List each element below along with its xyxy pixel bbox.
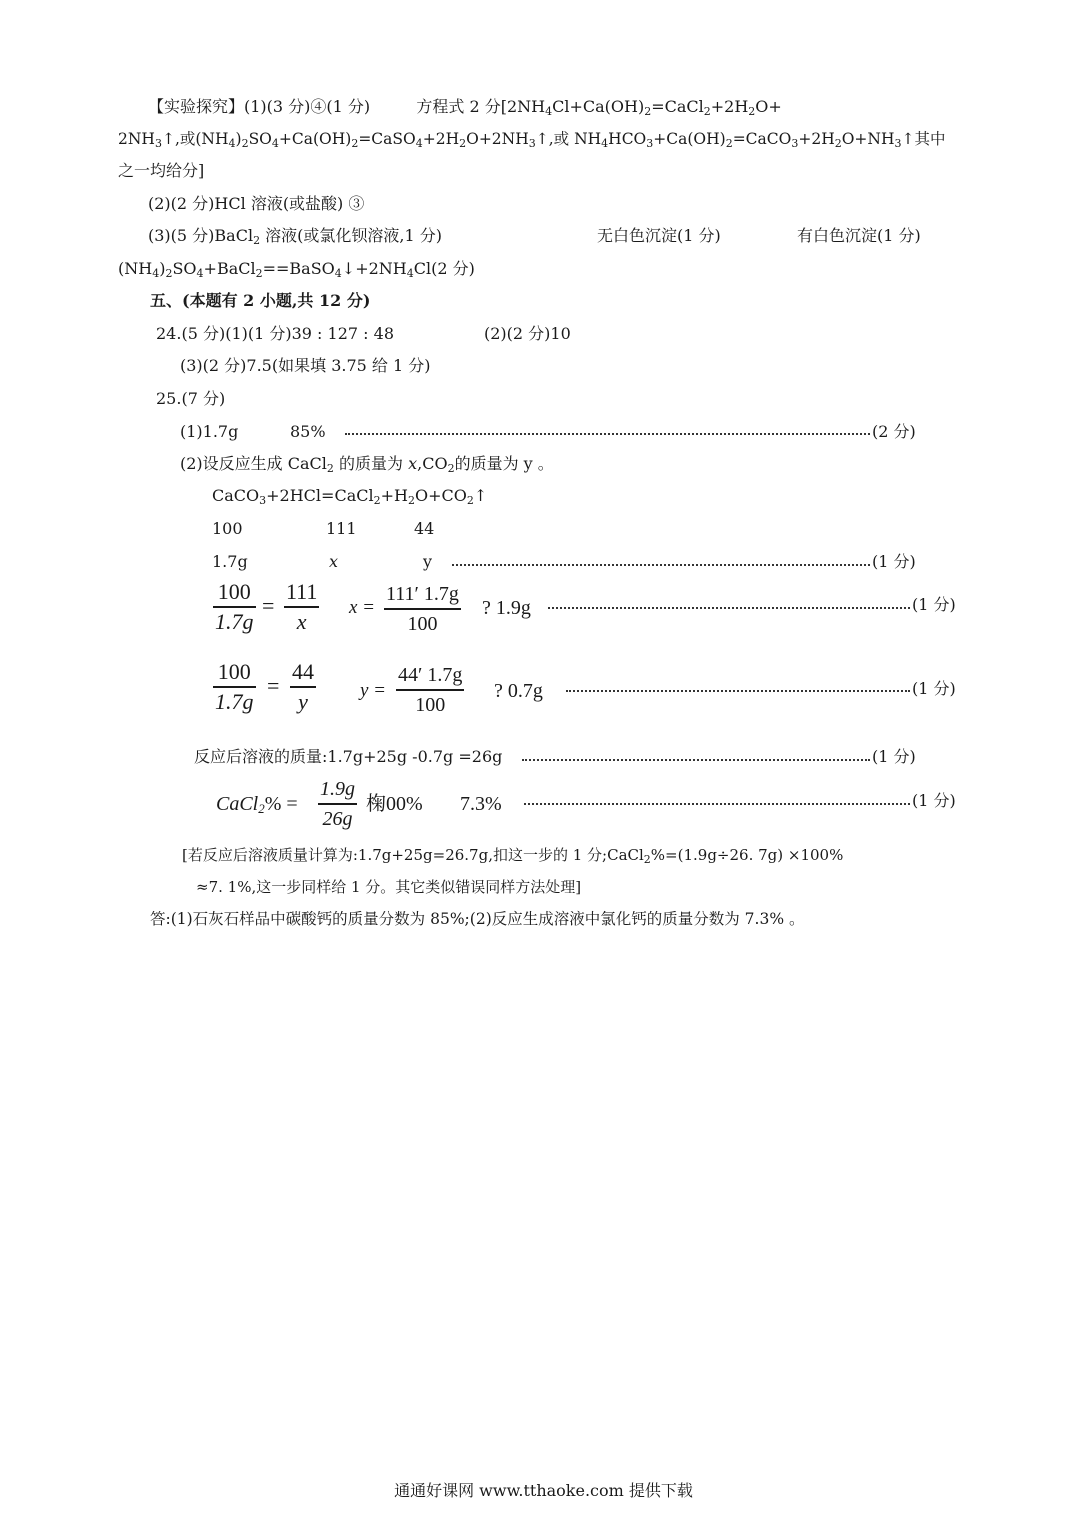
sub: 2 [373, 494, 381, 507]
row-mass: 1.7g [212, 552, 248, 571]
score-label: (1 分) [872, 552, 916, 571]
row-x: x [329, 552, 339, 571]
fraction [396, 661, 464, 719]
text: =CaCO [732, 130, 792, 148]
experiment-line-3: 之一均给分] [118, 161, 205, 180]
result: 7.3% [460, 793, 502, 815]
equals-sign: = [267, 673, 280, 698]
text: SO [172, 259, 197, 278]
text: [若反应后溶液质量计算为:1.7g+25g=26.7g,扣这一步的 1 分;CaCl [182, 846, 644, 864]
text: x [408, 454, 418, 473]
experiment-line-1 [148, 96, 782, 118]
numerator: 44 [290, 658, 316, 688]
dot-leader [524, 793, 910, 805]
result: ? 0.7g [494, 680, 543, 702]
sub: 2 [326, 462, 334, 475]
sub: 4 [545, 105, 553, 118]
text: ,CO [417, 454, 448, 473]
sub: 2 [834, 137, 842, 150]
sub: 4 [152, 267, 160, 280]
sub: 2 [643, 853, 651, 866]
row-y: y [423, 552, 433, 571]
equals-sign: = [262, 593, 275, 618]
sub: 4 [406, 267, 414, 280]
text: (2)设反应生成 CaCl [180, 454, 327, 473]
text: O+CO [414, 486, 467, 505]
fraction [284, 578, 319, 636]
q24-part2: (2)(2 分)10 [484, 324, 571, 343]
text: %=(1.9g÷26. 7g) ×100% [650, 846, 844, 864]
molar-mass-44: 44 [414, 519, 435, 538]
cacl2-percent [216, 790, 298, 818]
text: ) [159, 259, 166, 278]
denominator: 100 [415, 694, 446, 716]
experiment-line-5-c: 无白色沉淀(1 分) [597, 226, 721, 245]
denominator: 26g [322, 808, 353, 830]
text: +Ca(OH) [653, 130, 726, 148]
numerator: 100 [213, 578, 256, 608]
note-line-2: ≈7. 1%,这一步同样给 1 分。其它类似错误同样方法处理] [196, 878, 582, 896]
sub: 2 [725, 137, 733, 150]
experiment-line-5 [148, 225, 442, 247]
text: ↑其中 [901, 130, 946, 148]
sub: 3 [528, 137, 536, 150]
score-label: (1 分) [912, 679, 956, 698]
fraction [290, 658, 316, 716]
q25-1-percent: 85% [290, 422, 326, 441]
experiment-line-5-d: 有白色沉淀(1 分) [797, 226, 921, 245]
text: +2H [710, 97, 749, 116]
sub: 2 [703, 105, 711, 118]
text: 的质量为 [339, 454, 404, 473]
text: % = [264, 793, 298, 815]
page-footer: 通通好课网 www.tthaoke.com 提供下载 [394, 1481, 693, 1500]
text: Cl(2 分) [413, 259, 475, 278]
dot-leader [522, 749, 870, 761]
denominator: y [298, 689, 308, 714]
score-label: (1 分) [912, 595, 956, 614]
percent-tail: 椈00% [366, 793, 423, 815]
sub: 4 [334, 267, 342, 280]
molar-mass-100: 100 [212, 519, 243, 538]
experiment-line-2 [118, 128, 946, 150]
sub: 4 [415, 137, 423, 150]
text: 溶液(或氯化钡溶液,1 分) [265, 226, 443, 245]
numerator: 100 [213, 658, 256, 688]
text: ==BaSO [262, 259, 335, 278]
sub: 3 [646, 137, 654, 150]
sub: 2 [253, 234, 261, 247]
text: ↑,或(NH [161, 130, 229, 148]
text: CaCl [216, 793, 259, 815]
sub: 4 [228, 137, 236, 150]
dot-leader [566, 680, 910, 692]
denominator: x [296, 609, 307, 634]
text: 【实验探究】(1)(3 分)④(1 分) [148, 97, 371, 116]
fraction [213, 658, 256, 716]
text: +2H [798, 130, 835, 148]
denominator: 1.7g [215, 609, 254, 634]
text: +H [380, 486, 408, 505]
text: +Ca(OH) [278, 130, 352, 148]
text: O+2NH [466, 130, 529, 148]
text: SO [248, 130, 272, 148]
score-label: (1 分) [872, 747, 916, 766]
sub: 2 [466, 494, 474, 507]
dot-leader [548, 597, 910, 609]
experiment-line-4: (2)(2 分)HCl 溶液(或盐酸) ③ [148, 194, 365, 213]
text: ) [235, 130, 242, 148]
numerator: 111 [284, 578, 319, 608]
sub: 2 [165, 267, 173, 280]
sub: 2 [459, 137, 467, 150]
text: =CaSO [358, 130, 416, 148]
sub: 2 [644, 105, 652, 118]
score-label: (1 分) [912, 791, 956, 810]
text: 方程式 2 分[2NH [416, 97, 546, 116]
text: +BaCl [203, 259, 256, 278]
molar-mass-111: 111 [326, 519, 357, 538]
numerator: 44′ 1.7g [396, 661, 464, 691]
sub: 2 [241, 137, 249, 150]
text: ↓+2NH [341, 259, 407, 278]
text: Cl+Ca(OH) [552, 97, 645, 116]
sub: 3 [791, 137, 799, 150]
text: ↑,或 NH [535, 130, 602, 148]
q25-1-mass: (1)1.7g [180, 422, 239, 441]
text: =CaCl [651, 97, 704, 116]
text: 2NH [118, 130, 155, 148]
sub: 2 [407, 494, 415, 507]
q25-2-setup [180, 453, 554, 475]
text: 的质量为 y 。 [454, 454, 554, 473]
denominator: 1.7g [215, 689, 254, 714]
sub: 2 [255, 267, 263, 280]
sub: 2 [258, 801, 265, 816]
text: O+ [755, 97, 782, 116]
denominator: 100 [407, 613, 438, 635]
q25-heading: 25.(7 分) [156, 389, 226, 408]
result: ? 1.9g [482, 597, 531, 619]
reaction-equation [212, 485, 487, 507]
sub: 3 [259, 494, 267, 507]
fraction [384, 580, 461, 638]
sub: 2 [351, 137, 359, 150]
answer-line: 答:(1)石灰石样品中碳酸钙的质量分数为 85%;(2)反应生成溶液中氯化钙的质量分数为 7.3% 。 [150, 910, 805, 928]
sub: 4 [271, 137, 279, 150]
fraction [213, 578, 256, 636]
text: (NH [118, 259, 153, 278]
sub: 2 [748, 105, 756, 118]
sub: 4 [601, 137, 609, 150]
dot-leader [345, 423, 870, 435]
score-label: (2 分) [872, 422, 916, 441]
x-equals: x = [349, 597, 376, 618]
y-equals: y = [360, 680, 387, 701]
q24-part3: (3)(2 分)7.5(如果填 3.75 给 1 分) [180, 356, 431, 375]
dot-leader [452, 554, 870, 566]
q24-part1: 24.(5 分)(1)(1 分)39 : 127 : 48 [156, 324, 394, 343]
numerator: 1.9g [318, 775, 357, 805]
solution-mass-line: 反应后溶液的质量:1.7g+25g -0.7g =26g [194, 747, 503, 766]
sub: 4 [196, 267, 204, 280]
text: (3)(5 分)BaCl [148, 226, 254, 245]
text: CaCO [212, 486, 260, 505]
text: HCO [608, 130, 647, 148]
fraction [318, 775, 357, 833]
experiment-line-6 [118, 258, 475, 280]
sub: 3 [894, 137, 902, 150]
note-line-1 [182, 844, 843, 866]
section-5-heading: 五、(本题有 2 小题,共 12 分) [150, 291, 371, 310]
text: +2HCl=CaCl [266, 486, 374, 505]
sub: 3 [154, 137, 162, 150]
sub: 2 [447, 462, 455, 475]
numerator: 111′ 1.7g [384, 580, 461, 610]
text: ↑ [473, 486, 488, 505]
text: +2H [422, 130, 460, 148]
text: O+NH [841, 130, 895, 148]
